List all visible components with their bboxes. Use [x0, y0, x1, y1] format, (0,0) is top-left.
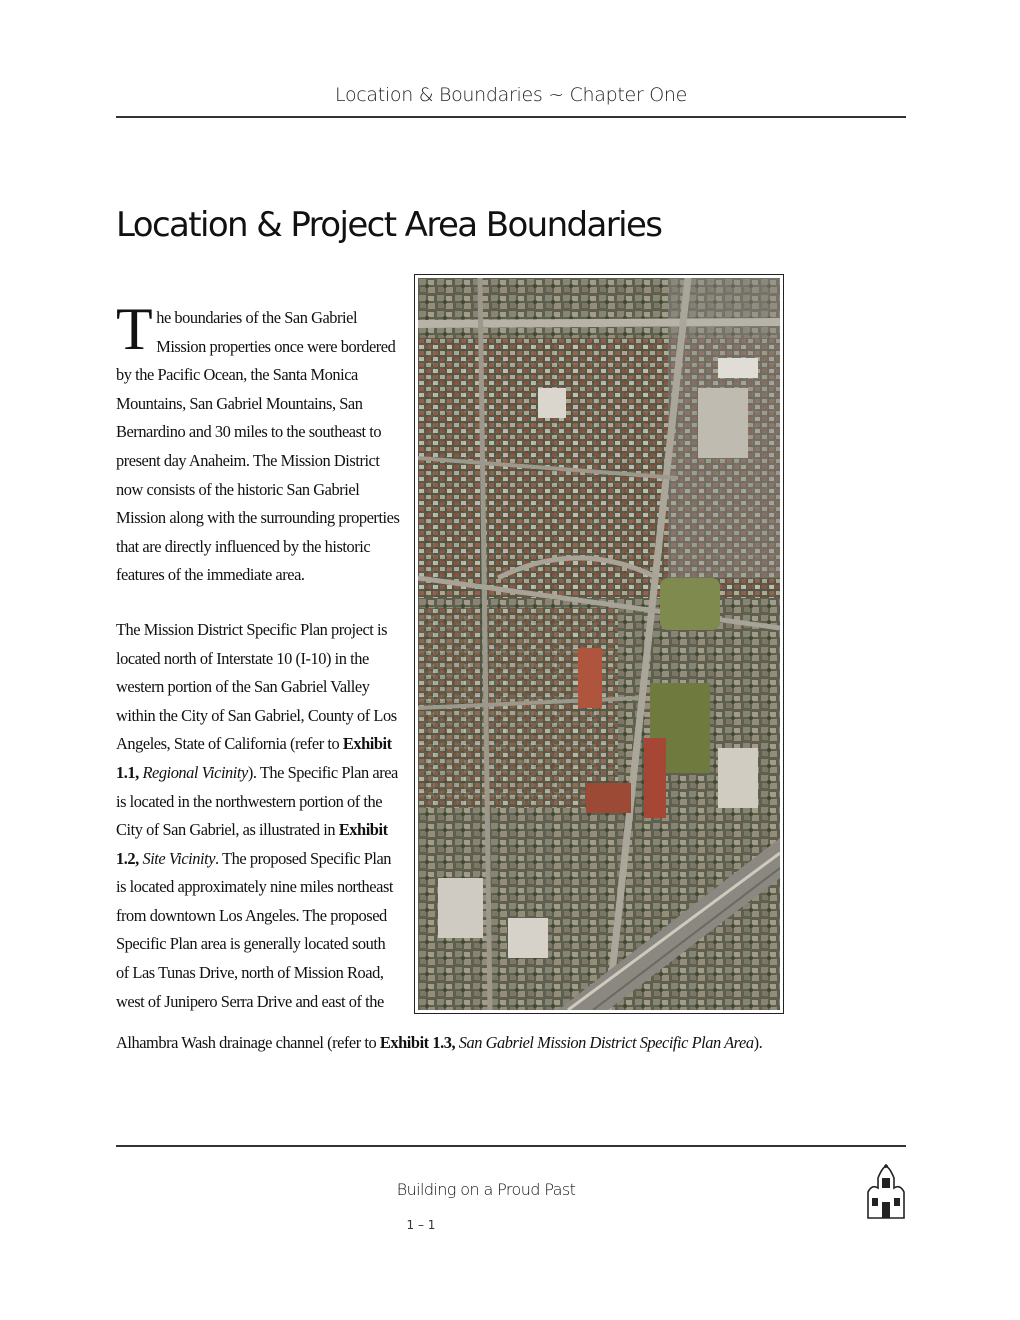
page-number: 1 – 1: [406, 1218, 436, 1232]
exhibit-1-3-name: San Gabriel Mission District Specific Plan Area: [458, 1033, 754, 1052]
header-rule: [116, 116, 906, 118]
paragraph-1-text: he boundaries of the San Gabriel Mission properties once were bordered by the Pacific Ocean, the Santa Monica Mountains, San Gabriel Mountains, San Bernardino and 30 miles to the southeast to present day Anaheim. The Mission District now consists of the historic San Gabriel Mission along with the surrounding properties that are directly influenced by the historic features of the immediate area.: [116, 308, 400, 585]
paragraph-2-tail: [116, 1029, 906, 1058]
paragraph-2-text-b: ). The Specific Plan area is located in the northwestern portion of the City of San Gabriel, as illustrated in: [116, 762, 398, 840]
exhibit-1-3-ref: Exhibit 1.3,: [379, 1033, 456, 1052]
paragraph-2-text-c: . The proposed Specific Plan is located approximately nine miles northeast from downtown Los Angeles. The proposed Specific Plan area is generally located south of Las Tunas Drive, north of Mission Road, west of Junipero Serra Drive and east of the: [116, 848, 393, 1011]
text-column: [116, 296, 400, 1016]
drop-cap: T: [116, 296, 153, 362]
aerial-photo-frame: [414, 274, 784, 1014]
exhibit-1-1-ref: Exhibit 1.1,: [116, 734, 392, 782]
paragraph-1: [116, 296, 400, 590]
paragraph-2: [116, 616, 400, 1016]
mission-bell-tower-icon: [866, 1164, 906, 1220]
exhibit-1-1-name: Regional Vicinity: [142, 762, 248, 782]
footer-rule: [116, 1145, 906, 1147]
exhibit-1-2-ref: Exhibit 1.2,: [116, 820, 388, 868]
paragraph-2-text-a: The Mission District Specific Plan project is located north of Interstate 10 (I-10) in the western portion of the San Gabriel Valley within the City of San Gabriel, County of Los Angeles, State of California (refer to: [116, 619, 397, 754]
paragraph-2-text-e: ).: [753, 1033, 763, 1052]
running-header: Location & Boundaries ~ Chapter One: [335, 84, 687, 106]
paragraph-2-text-d: Alhambra Wash drainage channel (refer to: [116, 1033, 380, 1052]
exhibit-1-2-name: Site Vicinity: [142, 848, 216, 868]
footer-tagline: Building on a Proud Past: [396, 1180, 576, 1199]
page-title: Location & Project Area Boundaries: [116, 205, 662, 245]
aerial-photo: [418, 278, 780, 1010]
